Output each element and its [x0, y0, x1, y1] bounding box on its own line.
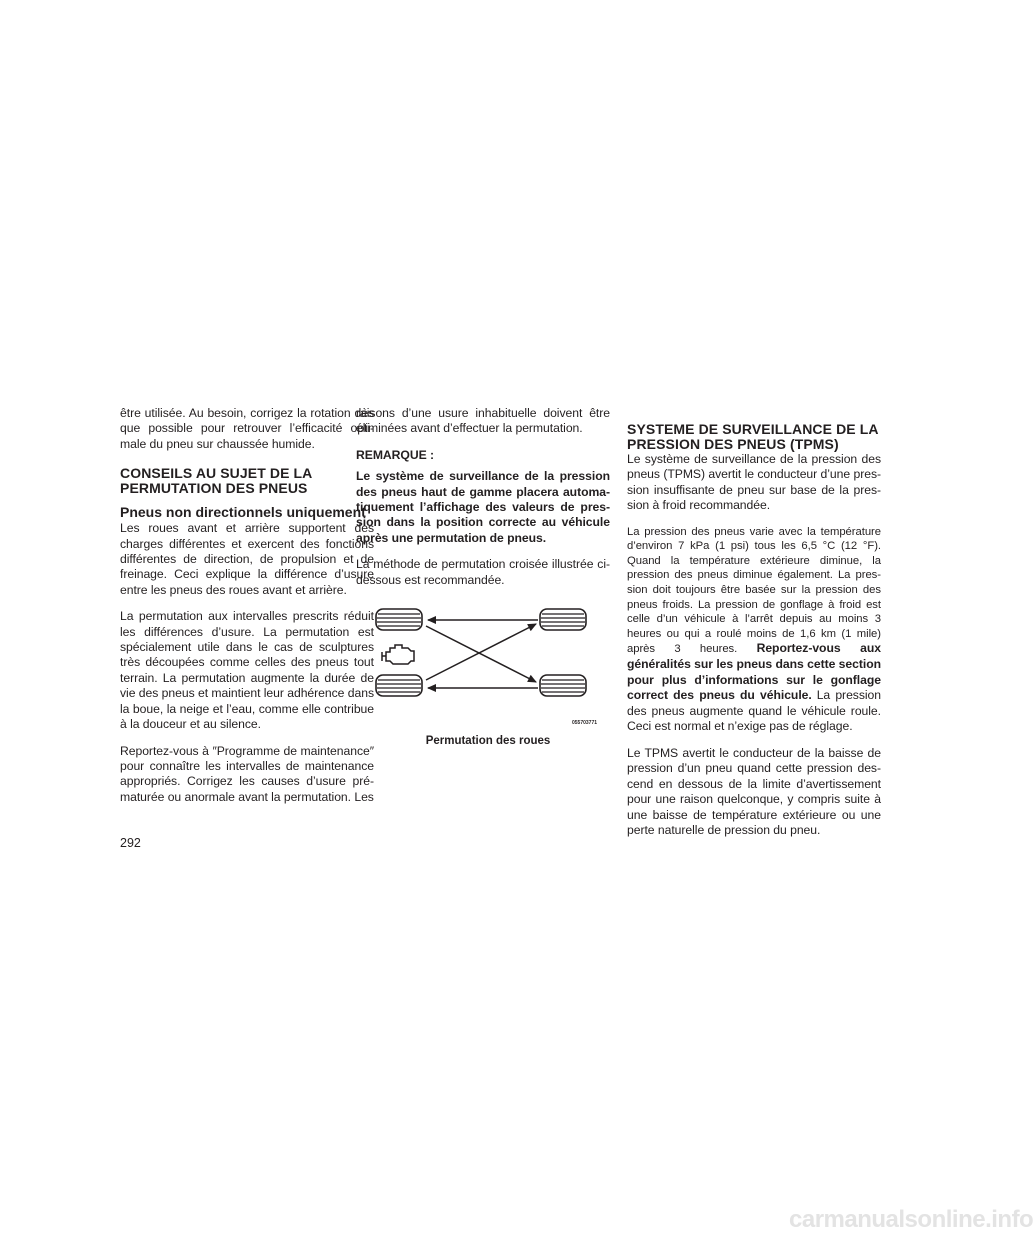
arrow-front-left-to-rear-right: [426, 626, 536, 682]
engine-icon: [382, 645, 414, 664]
paragraph-pressure-temperature: [627, 525, 881, 735]
column-left: [120, 406, 374, 816]
note-text: Le système de surveillance de la pression des pneus haut de gamme placera automa-tiquement l’affichage des valeurs de pres-sion dans la position correcte au véhicule après une permutation de pneus.: [356, 469, 610, 545]
figure-id: 055703771: [572, 720, 598, 726]
column-right: [627, 406, 881, 849]
paragraph-intervals: La permutation aux intervalles prescrits réduit les différences d’usure. La permutation est spécialement utile dans le cas de sculptures très découpées comme celles des pneus tout terrain. La permutation augmente la durée de vie des pneus et maintient leur adhérence dans la boue, la neige et l’eau, comme elle contribue à la douceur et au silence.: [120, 609, 374, 732]
paragraph-unusual-wear: raisons d’une usure inhabituelle doivent être éliminées avant d’effectuer la permutation.: [356, 406, 610, 436]
column-middle: [356, 406, 610, 599]
section-heading-tpms: SYSTEME DE SURVEILLANCE DE LA PRESSION DES PNEUS (TPMS): [627, 421, 879, 452]
paragraph-cross-rotation: La méthode de permutation croisée illustrée ci-dessous est recommandée.: [356, 557, 610, 587]
subheading-non-directional: Pneus non directionnels uniquement: [120, 504, 366, 521]
page-number: 292: [120, 836, 141, 850]
tire-rear-left: [376, 675, 422, 696]
paragraph-loads: Les roues avant et arrière supportent des charges différentes et exercent des fonctions différentes de direction, de propulsion et de freinage. Ceci explique la différence d’usure entre les pneus des roues avant et arrière.: [120, 521, 374, 597]
arrow-rear-left-to-front-right: [426, 624, 536, 680]
section-heading-rotation-tips: CONSEILS AU SUJET DE LA PERMUTATION DES PNEUS: [120, 465, 312, 497]
tire-rear-right: [540, 675, 586, 696]
note-title: REMARQUE :: [356, 447, 435, 462]
figure-caption: Permutation des roues: [425, 735, 551, 747]
intro-paragraph: être utilisée. Au besoin, corrigez la rotation dès que possible pour retrouver l’efficacité opti-male du pneu sur chaussée humide.: [120, 406, 374, 451]
paragraph-tpms-intro: Le système de surveillance de la pression des pneus (TPMS) avertit le conducteur d’une pres-sion insuffisante de pneu sur base de la pres-sion à froid recommandée.: [627, 452, 881, 513]
pressure-tail: La pression des pneus augmente quand le véhicule roule. Ceci est normal et n’exige pas de réglage.: [627, 688, 882, 734]
tire-front-right: [540, 609, 586, 630]
watermark: carmanualsonline.info: [789, 1206, 1033, 1233]
tire-rotation-diagram: [368, 590, 608, 750]
tire-front-left: [376, 609, 422, 630]
paragraph-maintenance-ref: Reportez-vous à ″Programme de maintenance″ pour connaître les intervalles de maintenance appropriés. Corrigez les causes d’usure pré-maturée ou anormale avant la permutation. Les: [120, 743, 374, 804]
pressure-text: La pression des pneus varie avec la température d’environ 7 kPa (1 psi) tous les 6,5 °C (12 °F). Quand la température extérieure diminue, la pression des pneus diminue également. La pres-sion doit toujours être basée sur la pression des pneus froids. La pression de gonflage à froid est celle d’un véhicule à l’arrêt depuis au moins 3 heures ou qui a roulé moins de 1,6 km (1 mile) après 3 heures.: [627, 525, 881, 656]
pressure-bold-reference: Reportez-vous aux généralités sur les pneus dans cette section pour plus d’informations sur le gonflage correct des pneus du véhicule.: [627, 641, 882, 703]
paragraph-tpms-warning: Le TPMS avertit le conducteur de la baisse de pression d’un pneu quand cette pression des-cend en dessous de la limite d’avertissement pour une raison quelconque, y compris suite à une baisse de température extérieure ou une perte naturelle de pression du pneu.: [627, 745, 881, 837]
